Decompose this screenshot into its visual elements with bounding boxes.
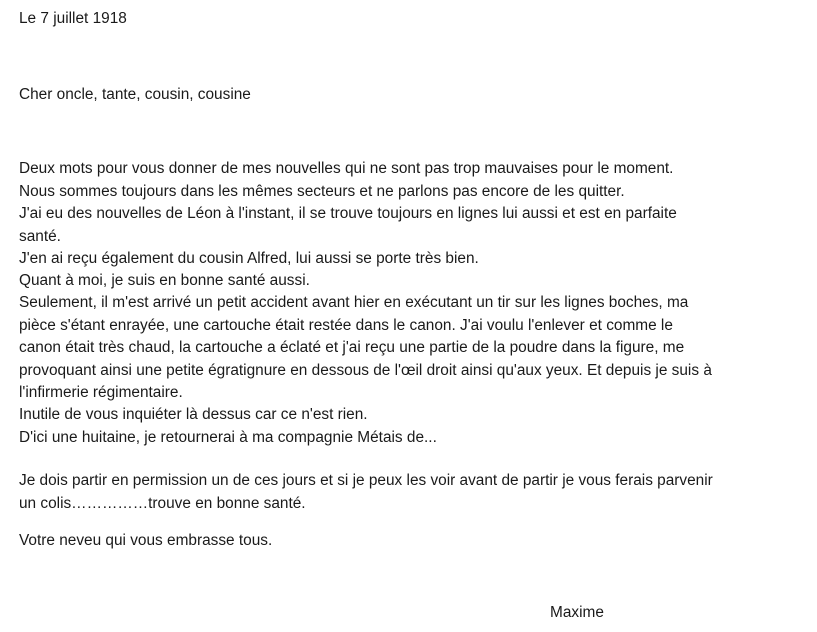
paragraph1-line: santé. <box>19 228 61 245</box>
paragraph2-line: Je dois partir en permission un de ces jours et si je peux les voir avant de partir je vous ferais parvenir <box>19 472 713 489</box>
paragraph1-line: Quant à moi, je suis en bonne santé aussi. <box>19 272 310 289</box>
paragraph2-line: un colis……………trouve en bonne santé. <box>19 495 306 512</box>
paragraph1-line: J'ai eu des nouvelles de Léon à l'instant, il se trouve toujours en lignes lui aussi et est en parfaite <box>19 205 677 222</box>
paragraph1-line: Nous sommes toujours dans les mêmes secteurs et ne parlons pas encore de les quitter. <box>19 183 625 200</box>
paragraph1-line: Seulement, il m'est arrivé un petit accident avant hier en exécutant un tir sur les lignes boches, ma <box>19 294 689 311</box>
paragraph1-line: Inutile de vous inquiéter là dessus car ce n'est rien. <box>19 406 368 423</box>
letter-signature: Maxime <box>550 604 604 621</box>
paragraph1-line: Deux mots pour vous donner de mes nouvelles qui ne sont pas trop mauvaises pour le moment. <box>19 160 674 177</box>
paragraph1-line: pièce s'étant enrayée, une cartouche était restée dans le canon. J'ai voulu l'enlever et comme le <box>19 317 673 334</box>
paragraph1-line: provoquant ainsi une petite égratignure en dessous de l'œil droit ainsi qu'aux yeux. Et depuis je suis à <box>19 362 712 379</box>
paragraph1-line: l'infirmerie régimentaire. <box>19 384 183 401</box>
letter-greeting: Cher oncle, tante, cousin, cousine <box>19 86 251 103</box>
paragraph1-line: J'en ai reçu également du cousin Alfred, lui aussi se porte très bien. <box>19 250 479 267</box>
letter-closing: Votre neveu qui vous embrasse tous. <box>19 532 273 549</box>
paragraph1-line: canon était très chaud, la cartouche a éclaté et j'ai reçu une partie de la poudre dans la figure, me <box>19 339 685 356</box>
paragraph1-line: D'ici une huitaine, je retournerai à ma compagnie Métais de... <box>19 429 437 446</box>
letter-date: Le 7 juillet 1918 <box>19 10 127 27</box>
